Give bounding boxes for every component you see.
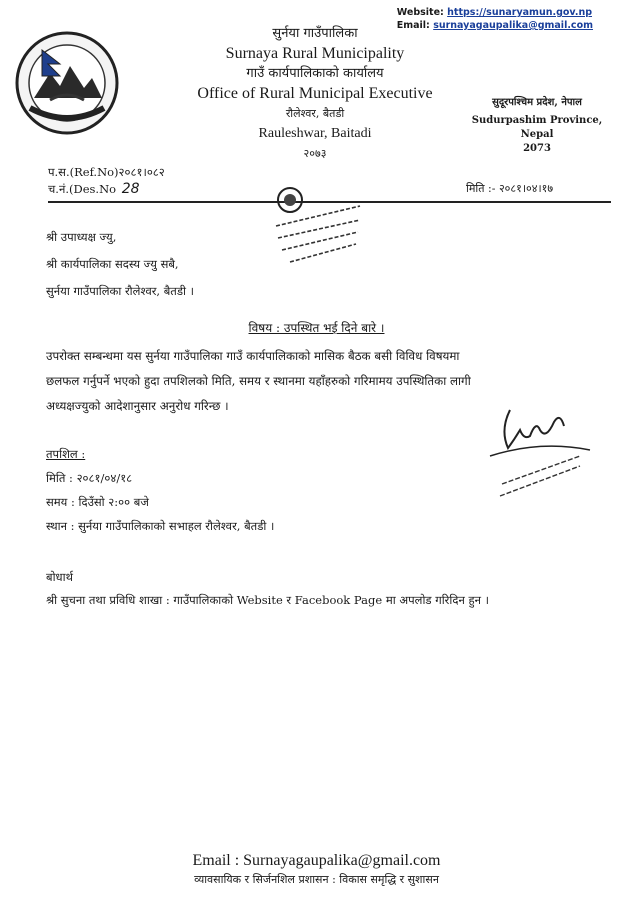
addressee-line: श्री कार्यपालिका सदस्य ज्यु सबै, — [46, 257, 179, 271]
bodharth-line: श्री सुचना तथा प्रविधि शाखा : गाउँपालिकाको Website र Facebook Page मा अपलोड गरिदिन हुन । — [46, 593, 490, 607]
province-np: सुदूरपश्चिम प्रदेश, नेपाल — [492, 97, 582, 108]
des-number-value: 28 — [121, 181, 140, 197]
website-link[interactable]: https://sunaryamun.gov.np — [447, 7, 593, 18]
website-line — [397, 6, 593, 19]
body-line: छलफल गर्नुपर्ने भएको हुदा तपशिलको मिति, समय र स्थानमा यहाँहरुको गरिमामय उपस्थितिका लागी — [46, 374, 471, 388]
letter-subject: विषय : उपस्थित भई दिने बारे । — [248, 321, 385, 335]
body-line: अध्यक्षज्युको आदेशानुसार अनुरोध गरिन्छ । — [46, 399, 229, 413]
reference-block — [48, 164, 165, 198]
signature-mark — [480, 400, 600, 500]
bodharth-block — [46, 566, 489, 612]
details-block — [46, 442, 274, 538]
addressee-line: श्री उपाध्यक्ष ज्यु, — [46, 230, 117, 244]
year-en: 2073 — [523, 143, 551, 154]
details-heading: तपशिल : — [46, 447, 86, 461]
email-link[interactable]: surnayagaupalika@gmail.com — [433, 20, 593, 31]
year-np: २०७३ — [303, 147, 327, 160]
meeting-date: मिति : २०८१/०४/१८ — [46, 471, 133, 485]
place-np: रौलेश्वर, बैतडी — [285, 107, 345, 120]
email-label: Email: — [396, 20, 430, 31]
bodharth-heading: बोधार्थ — [46, 570, 73, 584]
municipality-name-en: Surnaya Rural Municipality — [225, 45, 405, 62]
letterhead-center — [150, 24, 480, 164]
footer-motto: व्यावसायिक र सिर्जनशिल प्रशासन : विकास समृद्धि र सुशासन — [194, 873, 439, 886]
letterhead-right — [462, 96, 612, 156]
footer — [0, 852, 633, 887]
meeting-time: समय : दिउँसो २:०० बजे — [46, 495, 149, 509]
municipality-name-np: सुर्नया गाउँपालिका — [272, 26, 358, 41]
place-en: Rauleshwar, Baitadi — [258, 126, 372, 141]
addressee-block — [46, 224, 194, 305]
office-stamp — [268, 186, 368, 276]
website-label: Website: — [396, 7, 444, 18]
des-number-label: च.नं.(Des.No — [48, 182, 117, 196]
nepal-emblem-logo — [12, 28, 122, 138]
province-en-2: Nepal — [520, 129, 554, 140]
office-name-np: गाउँ कार्यपालिकाको कार्यालय — [246, 66, 384, 81]
meeting-place: स्थान : सुर्नया गाउँपालिकाको सभाहल रौलेश्वर, बैतडी । — [46, 519, 275, 533]
province-en-1: Sudurpashim Province, — [471, 115, 603, 126]
letter-date: मिति :- २०८१।०४।१७ — [466, 182, 554, 195]
des-number-line — [48, 181, 165, 198]
body-line: उपरोक्त सम्बन्धमा यस सुर्नया गाउँपालिका गाउँ कार्यपालिकाको मासिक बैठक बसी विविध विषयमा — [46, 349, 460, 363]
footer-email: Email : Surnayagaupalika@gmail.com — [192, 852, 441, 869]
addressee-line: सुर्नया गाउँपालिका रौलेश्वर, बैतडी । — [46, 284, 195, 298]
office-name-en: Office of Rural Municipal Executive — [197, 85, 433, 102]
ref-number: प.स.(Ref.No)२०८१।०८२ — [48, 165, 165, 179]
